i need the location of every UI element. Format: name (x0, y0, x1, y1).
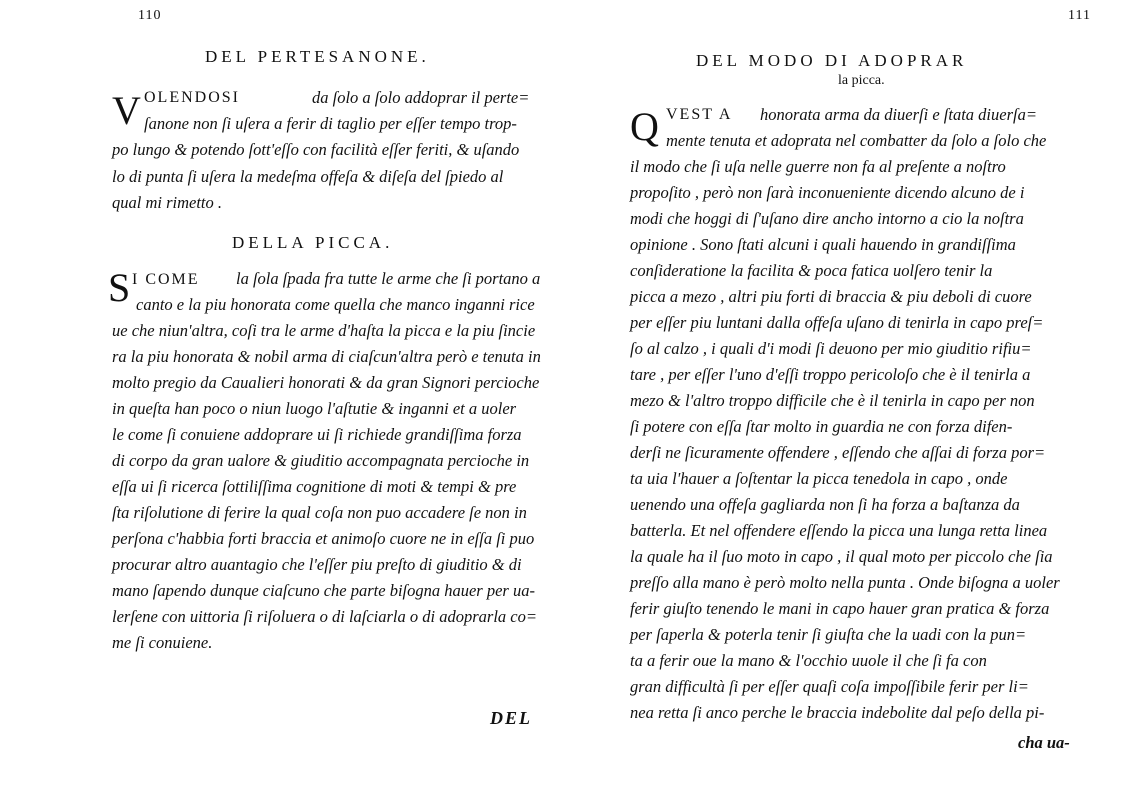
text-line: ſanone non ſi uſera a ferir di taglio per eſſer tempo trop- (144, 114, 517, 133)
text-line: ue che niun'altra, coſi tra le arme d'haſta la picca e la piu ſincie (112, 321, 536, 340)
text-line: preſſo alla mano è però molto nella punta . Onde biſogna a uoler (630, 573, 1060, 592)
text-line: lo di punta ſi uſera la medeſma offeſa & diſeſa del ſpiedo al (112, 167, 504, 186)
text-line: mente tenuta et adoprata nel combatter da ſolo a ſolo che (666, 131, 1047, 150)
text-line: batterla. Et nel offendere eſſendo la picca una lunga retta linea (630, 521, 1048, 540)
section-heading: DEL PERTESANONE. (205, 47, 430, 66)
text-line: nea retta ſi anco perche le braccia indebolite dal peſo della pi- (630, 703, 1045, 722)
text-line: tare , per eſſer l'uno d'eſſi troppo pericoloſo che è il tenirla a (630, 365, 1031, 384)
text-line: gran difficultà ſi per eſſer quaſi coſa impoſſibile ferir per li= (630, 677, 1029, 696)
text-line: uenendo una offeſa gagliarda non ſi ha forza a baſtanza da (630, 495, 1020, 514)
text-line: opinione . Sono ſtati alcuni i quali hauendo in grandiſſima (630, 235, 1016, 254)
text-line: ra la piu honorata & nobil arma di ciaſcun'altra però e tenuta in (112, 347, 541, 366)
text-line: modi che hoggi di ſ'uſano dire ancho intorno a cio la noſtra (630, 209, 1024, 228)
text-line: per ſaperla & poterla tenir ſi giuſta che la uadi con la pun= (630, 625, 1027, 644)
text-line: qual mi rimetto . (112, 193, 222, 212)
text-line: perſona c'habbia forti braccia et animoſo cuore ne in eſſa ſi puo (112, 529, 535, 548)
text-line: di corpo da gran ualore & giuditio accompagnata percioche in (112, 451, 530, 470)
text-line: ſta riſolutione di ferire la qual coſa non puo accadere ſe non in (112, 503, 527, 522)
text-line: canto e la piu honorata come quella che manco inganni rice (136, 295, 535, 314)
text-line: conſideratione la facilita & poca fatica uolſero tenir la (630, 261, 993, 280)
text-line: da ſolo a ſolo addoprar il perte= (312, 88, 530, 107)
drop-cap: Q (630, 104, 659, 149)
section-heading: DEL MODO DI ADOPRAR (696, 51, 968, 70)
catchword: DEL (490, 708, 532, 728)
text-line: procurar altro auantagio che l'eſſer piu preſto di giuditio & di (112, 555, 522, 574)
lead-capitals: OLENDOSI (144, 89, 240, 106)
text-line: lerſene con uittoria ſi riſoluera o di laſciarla o di adoprarla co= (112, 607, 537, 626)
lead-capitals: VEST A (666, 106, 733, 123)
text-line: il modo che ſi uſa nelle guerre non fa al preſente a noſtro (630, 157, 1006, 176)
page-number: 111 (1068, 8, 1091, 23)
text-line: picca a mezo , altri piu forti di braccia & piu deboli di cuore (630, 287, 1032, 306)
text-line: derſi ne ſicuramente offendere , eſſendo che aſſai di forza por= (630, 443, 1046, 462)
text-line: mezo & l'altro troppo difficile che è il tenirla in capo per non (630, 391, 1035, 410)
catchword: cha ua- (1018, 733, 1070, 752)
text-line: eſſa ui ſi ricerca ſottiliſſima cognitione di moti & tempi & pre (112, 477, 517, 496)
text-line: in queſta han poco o niun luogo l'aſtutie & inganni et a uoler (112, 399, 517, 418)
text-line: la quale ha il ſuo moto in capo , il qual moto per piccolo che ſia (630, 547, 1053, 566)
text-line: molto pregio da Caualieri honorati & da gran Signori percioche (112, 373, 540, 392)
drop-cap: V (112, 88, 141, 133)
section-heading: DELLA PICCA. (232, 233, 394, 252)
lead-capitals: I COME (132, 271, 200, 288)
text-line: honorata arma da diuerſi e ſtata diuerſa= (760, 105, 1037, 124)
text-line: propoſito , però non ſarà inconueniente dicendo alcuno de i (630, 183, 1025, 202)
text-line: ta a ferir oue la mano & l'occhio uuole il che ſi fa con (630, 651, 987, 670)
text-line: po lungo & potendo ſott'eſſo con facilità eſſer feriti, & uſando (112, 140, 520, 159)
text-line: mano ſapendo dunque ciaſcuno che parte biſogna hauer per ua- (112, 581, 535, 600)
right-page (580, 0, 1142, 800)
section-subheading: la picca. (838, 73, 885, 88)
text-line: ſo al calzo , i quali d'i modi ſi deuono per mio giuditio rifiu= (630, 339, 1032, 358)
text-line: la ſola ſpada fra tutte le arme che ſi portano a (236, 269, 541, 288)
text-line: me ſi conuiene. (112, 633, 213, 652)
text-line: per eſſer piu luntani dalla offeſa uſano di tenirla in capo preſ= (630, 313, 1044, 332)
text-line: le come ſi conuiene addoprare ui ſi richiede grandiſſima forza (112, 425, 522, 444)
page-number: 110 (138, 8, 162, 23)
text-line: ta uia l'hauer a ſoſtentar la picca tenedola in capo , onde (630, 469, 1008, 488)
text-line: ferir giuſto tenendo le mani in capo hauer gran pratica & forza (630, 599, 1050, 618)
text-line: ſi potere con eſſa ſtar molto in guardia ne con forza difen- (630, 417, 1013, 436)
drop-cap: S (108, 265, 131, 310)
